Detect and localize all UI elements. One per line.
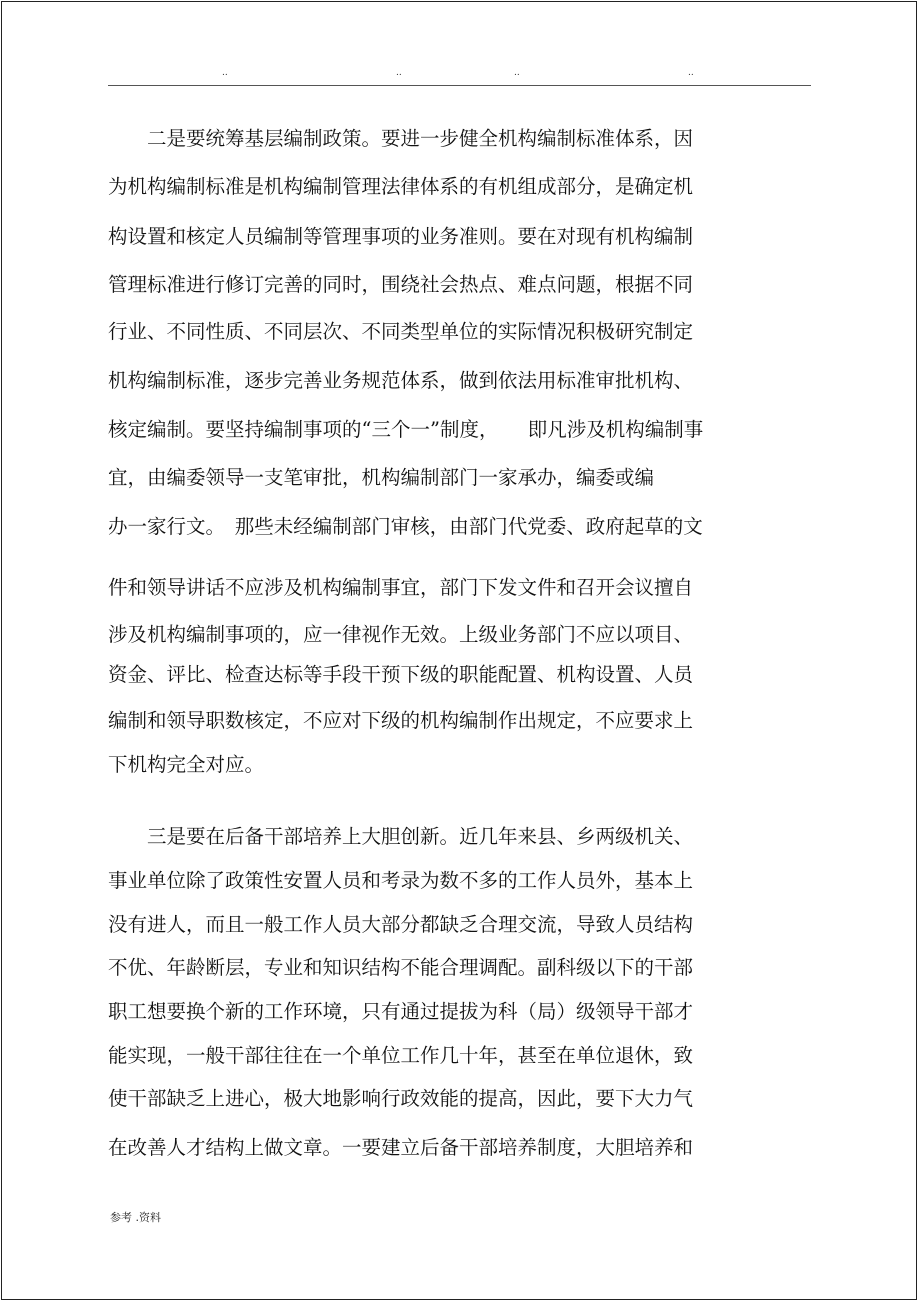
text-line: 编制和领导职数核定，不应对下级的机构编制作出规定，不应要求上	[108, 709, 694, 732]
text-line: 涉及机构编制事项的，应一律视作无效。上级业务部门不应以项目、	[108, 623, 694, 646]
text-line: 下机构完全对应。	[108, 753, 265, 776]
text-line: 为机构编制标准是机构编制管理法律体系的有机组成部分，是确定机	[108, 175, 694, 198]
text-line: 在改善人才结构上做文章。一要建立后备干部培养制度，大胆培养和	[108, 1136, 694, 1159]
text-line: 三是要在后备干部培养上大胆创新。近几年来县、乡两级机关、	[108, 825, 694, 848]
text-line: 件和领导讲话不应涉及机构编制事宜，部门下发文件和召开会议擅自	[108, 576, 694, 599]
header-mark: ..	[514, 68, 520, 78]
text-line: 使干部缺乏上进心，极大地影响行政效能的提高，因此，要下大力气	[108, 1087, 694, 1110]
text-line: 事业单位除了政策性安置人员和考录为数不多的工作人员外，基本上	[108, 869, 694, 892]
page-header	[0, 68, 920, 82]
text-line: 宜，由编委领导一支笔审批，机构编制部门一家承办，编委或编	[108, 466, 655, 489]
text-line: 构设置和核定人员编制等管理事项的业务准则。要在对现有机构编制	[108, 225, 694, 248]
header-divider	[108, 85, 811, 86]
header-mark: ..	[396, 68, 402, 78]
text-line: 职工想要换个新的工作环境，只有通过提拔为科（局）级领导干部才	[108, 1000, 694, 1023]
header-mark: ..	[222, 68, 228, 78]
text-line: 核定编制。要坚持编制事项的“三个一”制度， 即凡涉及机构编制事	[108, 418, 704, 441]
text-line: 能实现，一般干部往往在一个单位工作几十年，甚至在单位退休，致	[108, 1044, 694, 1067]
text-line: 办一家行文。 那些未经编制部门审核，由部门代党委、政府起草的文	[108, 515, 703, 538]
text-line: 管理标准进行修订完善的同时，围绕社会热点、难点问题，根据不同	[108, 273, 694, 296]
text-line: 行业、不同性质、不同层次、不同类型单位的实际情况积极研究制定	[108, 320, 694, 343]
page-footer: 参考 .资料	[110, 1211, 161, 1224]
text-line: 不优、年龄断层，专业和知识结构不能合理调配。副科级以下的干部	[108, 956, 694, 979]
text-line: 二是要统筹基层编制政策。要进一步健全机构编制标准体系，因	[108, 127, 694, 150]
text-line: 资金、评比、检查达标等手段干预下级的职能配置、机构设置、人员	[108, 663, 694, 686]
header-mark: ..	[688, 68, 694, 78]
text-line: 没有进人，而且一般工作人员大部分都缺乏合理交流，导致人员结构	[108, 913, 694, 936]
text-line: 机构编制标准，逐步完善业务规范体系，做到依法用标准审批机构、	[108, 369, 694, 392]
